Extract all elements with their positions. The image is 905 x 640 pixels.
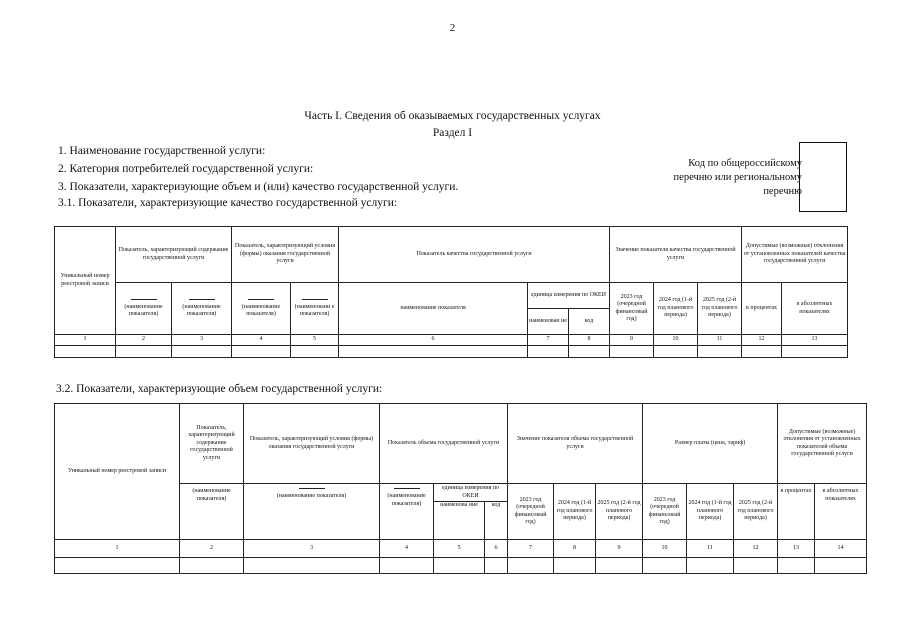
col-number: 11 — [687, 540, 734, 558]
unit-okei-header: единица измерения по ОКЕИ — [528, 283, 610, 309]
code-box[interactable] — [799, 142, 847, 212]
name-indicator-cell: (наименование показателя) — [232, 283, 291, 335]
volume-table — [54, 403, 867, 574]
table-cell[interactable] — [742, 346, 782, 358]
table-cell[interactable] — [55, 346, 116, 358]
quality-indicator-header: Показатель качества государственной услуги — [339, 227, 610, 283]
col-number: 2 — [116, 335, 172, 346]
conditions-indicator-header: Показатель, характеризующий условия (формы) оказания государственной услуги — [232, 227, 339, 283]
deviations-header: Допустимые (возможные) отклонения от установленных показателей качества государственной услуги — [742, 227, 848, 283]
unit-code-header: код — [569, 309, 610, 335]
col-number: 2 — [180, 540, 244, 558]
table-cell[interactable] — [232, 346, 291, 358]
unit-okei-header: единица измерения по ОКЕИ — [434, 484, 508, 502]
fee-year-2024-header: 2024 год (1-й год планового периода) — [687, 484, 734, 540]
content-indicator-header: Показатель, характеризующий содержание государственной услуги — [116, 227, 232, 283]
code-label: Код по общероссийскому перечню или региональному перечню — [673, 158, 802, 197]
table-cell[interactable] — [698, 346, 742, 358]
name-indicator-cell: (наименовани е показателя) — [291, 283, 339, 335]
col-number: 13 — [778, 540, 815, 558]
unique-number-header: Уникальный номер реестровой записи — [55, 227, 116, 335]
table-cell[interactable] — [528, 346, 569, 358]
col-number: 8 — [569, 335, 610, 346]
table-cell[interactable] — [643, 558, 687, 574]
col-number: 4 — [232, 335, 291, 346]
absolute-header: в абсолютных показателях — [782, 283, 848, 335]
col-number: 9 — [610, 335, 654, 346]
year-2024-header: 2024 год (1-й год планового периода) — [554, 484, 596, 540]
fee-year-2025-header: 2025 год (2-й год планового периода) — [734, 484, 778, 540]
year-2023-header: 2023 год (очередной финансовый год) — [508, 484, 554, 540]
table-cell[interactable] — [380, 558, 434, 574]
col-number: 7 — [528, 335, 569, 346]
col-number: 3 — [244, 540, 380, 558]
quality-indicators-line: 3.1. Показатели, характеризующие качество государственной услуги: — [58, 197, 398, 209]
col-number: 8 — [554, 540, 596, 558]
deviations-header: Допустимые (возможные) отклонения от установленных показателей объема государственной услуги — [778, 404, 867, 484]
fee-header: Размер платы (цена, тариф) — [643, 404, 778, 484]
col-number: 12 — [734, 540, 778, 558]
volume-indicator-header: Показатель объема государственной услуги — [380, 404, 508, 484]
consumer-category-line: 2. Категория потребителей государственной услуги: — [58, 163, 314, 175]
unit-name-header: наименован ие — [528, 309, 569, 335]
col-number: 6 — [339, 335, 528, 346]
table-cell[interactable] — [180, 558, 244, 574]
unique-number-header: Уникальный номер реестровой записи — [55, 404, 180, 540]
col-number: 7 — [508, 540, 554, 558]
percent-header: в процентах — [742, 283, 782, 335]
col-number: 10 — [643, 540, 687, 558]
fee-year-2023-header: 2023 год (очередной финансовый год) — [643, 484, 687, 540]
col-number: 14 — [815, 540, 867, 558]
col-number: 11 — [698, 335, 742, 346]
name-indicator-cell: (наименование показателя) — [172, 283, 232, 335]
table-cell[interactable] — [244, 558, 380, 574]
table-cell[interactable] — [554, 558, 596, 574]
volume-indicators-line: 3.2. Показатели, характеризующие объем государственной услуги: — [56, 383, 383, 395]
table-cell[interactable] — [815, 558, 867, 574]
col-number: 5 — [434, 540, 485, 558]
name-indicator-cell: (наименование показателя) — [244, 484, 380, 540]
absolute-header: в абсолютных показателях — [815, 484, 867, 540]
section-title: Раздел I — [432, 127, 473, 139]
table-cell[interactable] — [116, 346, 172, 358]
unit-name-header: наименова ние — [434, 502, 485, 540]
year-2023-header: 2023 год (очередной финансовый год) — [610, 283, 654, 335]
name-indicator-cell: (наименование показателя) — [180, 484, 244, 540]
col-number: 1 — [55, 335, 116, 346]
indicators-line: 3. Показатели, характеризующие объем и (или) качество государственной услуги. — [58, 181, 459, 193]
year-2025-header: 2025 год (2-й год планового периода) — [596, 484, 643, 540]
table-cell[interactable] — [610, 346, 654, 358]
table-cell[interactable] — [339, 346, 528, 358]
quality-table — [54, 226, 848, 358]
col-number: 4 — [380, 540, 434, 558]
page-number: 2 — [449, 22, 456, 34]
table-cell[interactable] — [434, 558, 485, 574]
col-number: 5 — [291, 335, 339, 346]
value-header: Значение показателя качества государственной услуги — [610, 227, 742, 283]
year-2024-header: 2024 год (1-й год планового периода) — [654, 283, 698, 335]
col-number: 6 — [485, 540, 508, 558]
percent-header: в процентах — [778, 484, 815, 540]
year-2025-header: 2025 год (2-й год планового периода) — [698, 283, 742, 335]
table-cell[interactable] — [654, 346, 698, 358]
table-cell[interactable] — [734, 558, 778, 574]
col-number: 13 — [782, 335, 848, 346]
content-indicator-header: Показатель, характеризующий содержание государственной услуги — [180, 404, 244, 484]
conditions-indicator-header: Показатель, характеризующий условия (формы) оказания государственной услуги — [244, 404, 380, 484]
part-title: Часть I. Сведения об оказываемых государственных услугах — [304, 110, 601, 122]
table-cell[interactable] — [687, 558, 734, 574]
service-name-line: 1. Наименование государственной услуги: — [58, 145, 266, 157]
col-number: 3 — [172, 335, 232, 346]
quality-name-header: наименование показателя — [339, 283, 528, 335]
col-number: 1 — [55, 540, 180, 558]
value-header: Значение показателя объема государственной услуги — [508, 404, 643, 484]
table-cell[interactable] — [55, 558, 180, 574]
table-cell[interactable] — [782, 346, 848, 358]
table-cell[interactable] — [778, 558, 815, 574]
name-indicator-cell: (наименование показателя) — [116, 283, 172, 335]
table-cell[interactable] — [596, 558, 643, 574]
table-cell[interactable] — [172, 346, 232, 358]
table-cell[interactable] — [508, 558, 554, 574]
table-cell[interactable] — [485, 558, 508, 574]
unit-code-header: код — [485, 502, 508, 540]
table-cell[interactable] — [569, 346, 610, 358]
col-number: 12 — [742, 335, 782, 346]
table-cell[interactable] — [291, 346, 339, 358]
col-number: 10 — [654, 335, 698, 346]
col-number: 9 — [596, 540, 643, 558]
name-indicator-cell: (наименование показателя) — [380, 484, 434, 540]
